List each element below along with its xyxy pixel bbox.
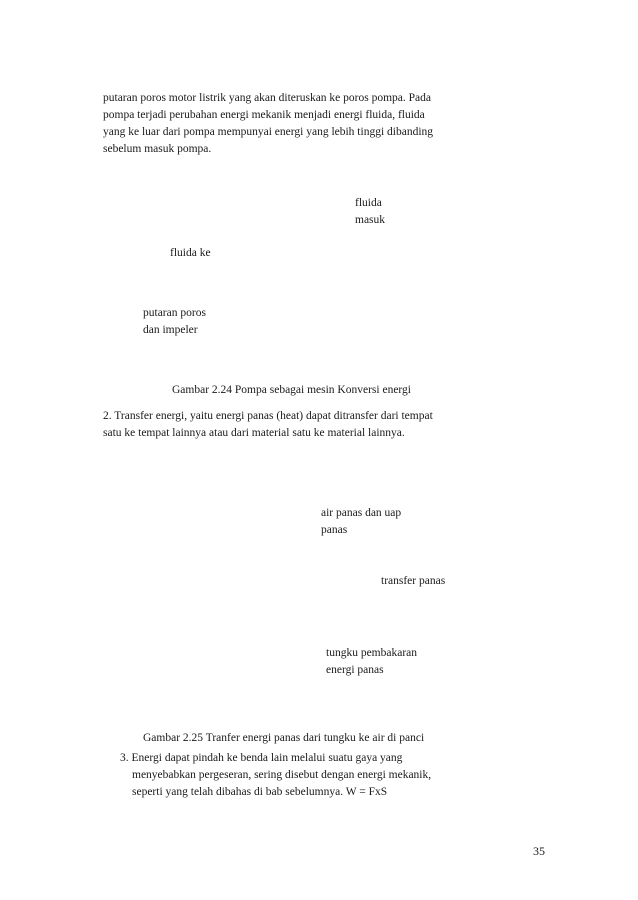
label-line: masuk <box>355 214 386 226</box>
figure-label-fluida-masuk <box>355 195 385 229</box>
paragraph-transfer-energi <box>103 408 433 442</box>
figure-label-air-panas <box>321 505 401 539</box>
figure-label-transfer-panas: transfer panas <box>381 575 446 587</box>
page-number: 35 <box>533 844 545 858</box>
figure-label-putaran-poros <box>143 305 206 339</box>
paragraph-line: satu ke tempat lainnya atau dari material satu ke material lainnya. <box>103 427 405 439</box>
paragraph-line: putaran poros motor listrik yang akan diteruskan ke poros pompa. Pada <box>103 92 431 104</box>
paragraph-line: yang ke luar dari pompa mempunyai energi yang lebih tinggi dibanding <box>103 126 434 138</box>
label-line: putaran poros <box>143 307 206 319</box>
label-line: dan impeler <box>143 324 198 336</box>
paragraph-line: sebelum masuk pompa. <box>103 143 212 155</box>
label-line: energi panas <box>326 664 384 676</box>
figure-caption-2-25: Gambar 2.25 Tranfer energi panas dari tungku ke air di panci <box>143 732 425 744</box>
figure-caption-2-24: Gambar 2.24 Pompa sebagai mesin Konversi energi <box>172 384 411 396</box>
paragraph-line: 3. Energi dapat pindah ke benda lain melalui suatu gaya yang <box>120 752 403 764</box>
paragraph-line: seperti yang telah dibahas di bab sebelumnya. W = FxS <box>132 786 388 798</box>
paragraph-line: pompa terjadi perubahan energi mekanik menjadi energi fluida, fluida <box>103 109 425 121</box>
figure-label-fluida-ke: fluida ke <box>170 247 211 259</box>
label-line: fluida <box>355 197 382 209</box>
paragraph-energi-mekanik <box>120 750 431 801</box>
paragraph-line: 2. Transfer energi, yaitu energi panas (heat) dapat ditransfer dari tempat <box>103 410 433 422</box>
paragraph-intro <box>103 90 433 158</box>
figure-label-tungku <box>326 645 417 679</box>
label-line: air panas dan uap <box>321 507 402 519</box>
paragraph-line: menyebabkan pergeseran, sering disebut dengan energi mekanik, <box>132 769 432 781</box>
label-line: panas <box>321 524 348 536</box>
label-line: tungku pembakaran <box>326 647 418 659</box>
